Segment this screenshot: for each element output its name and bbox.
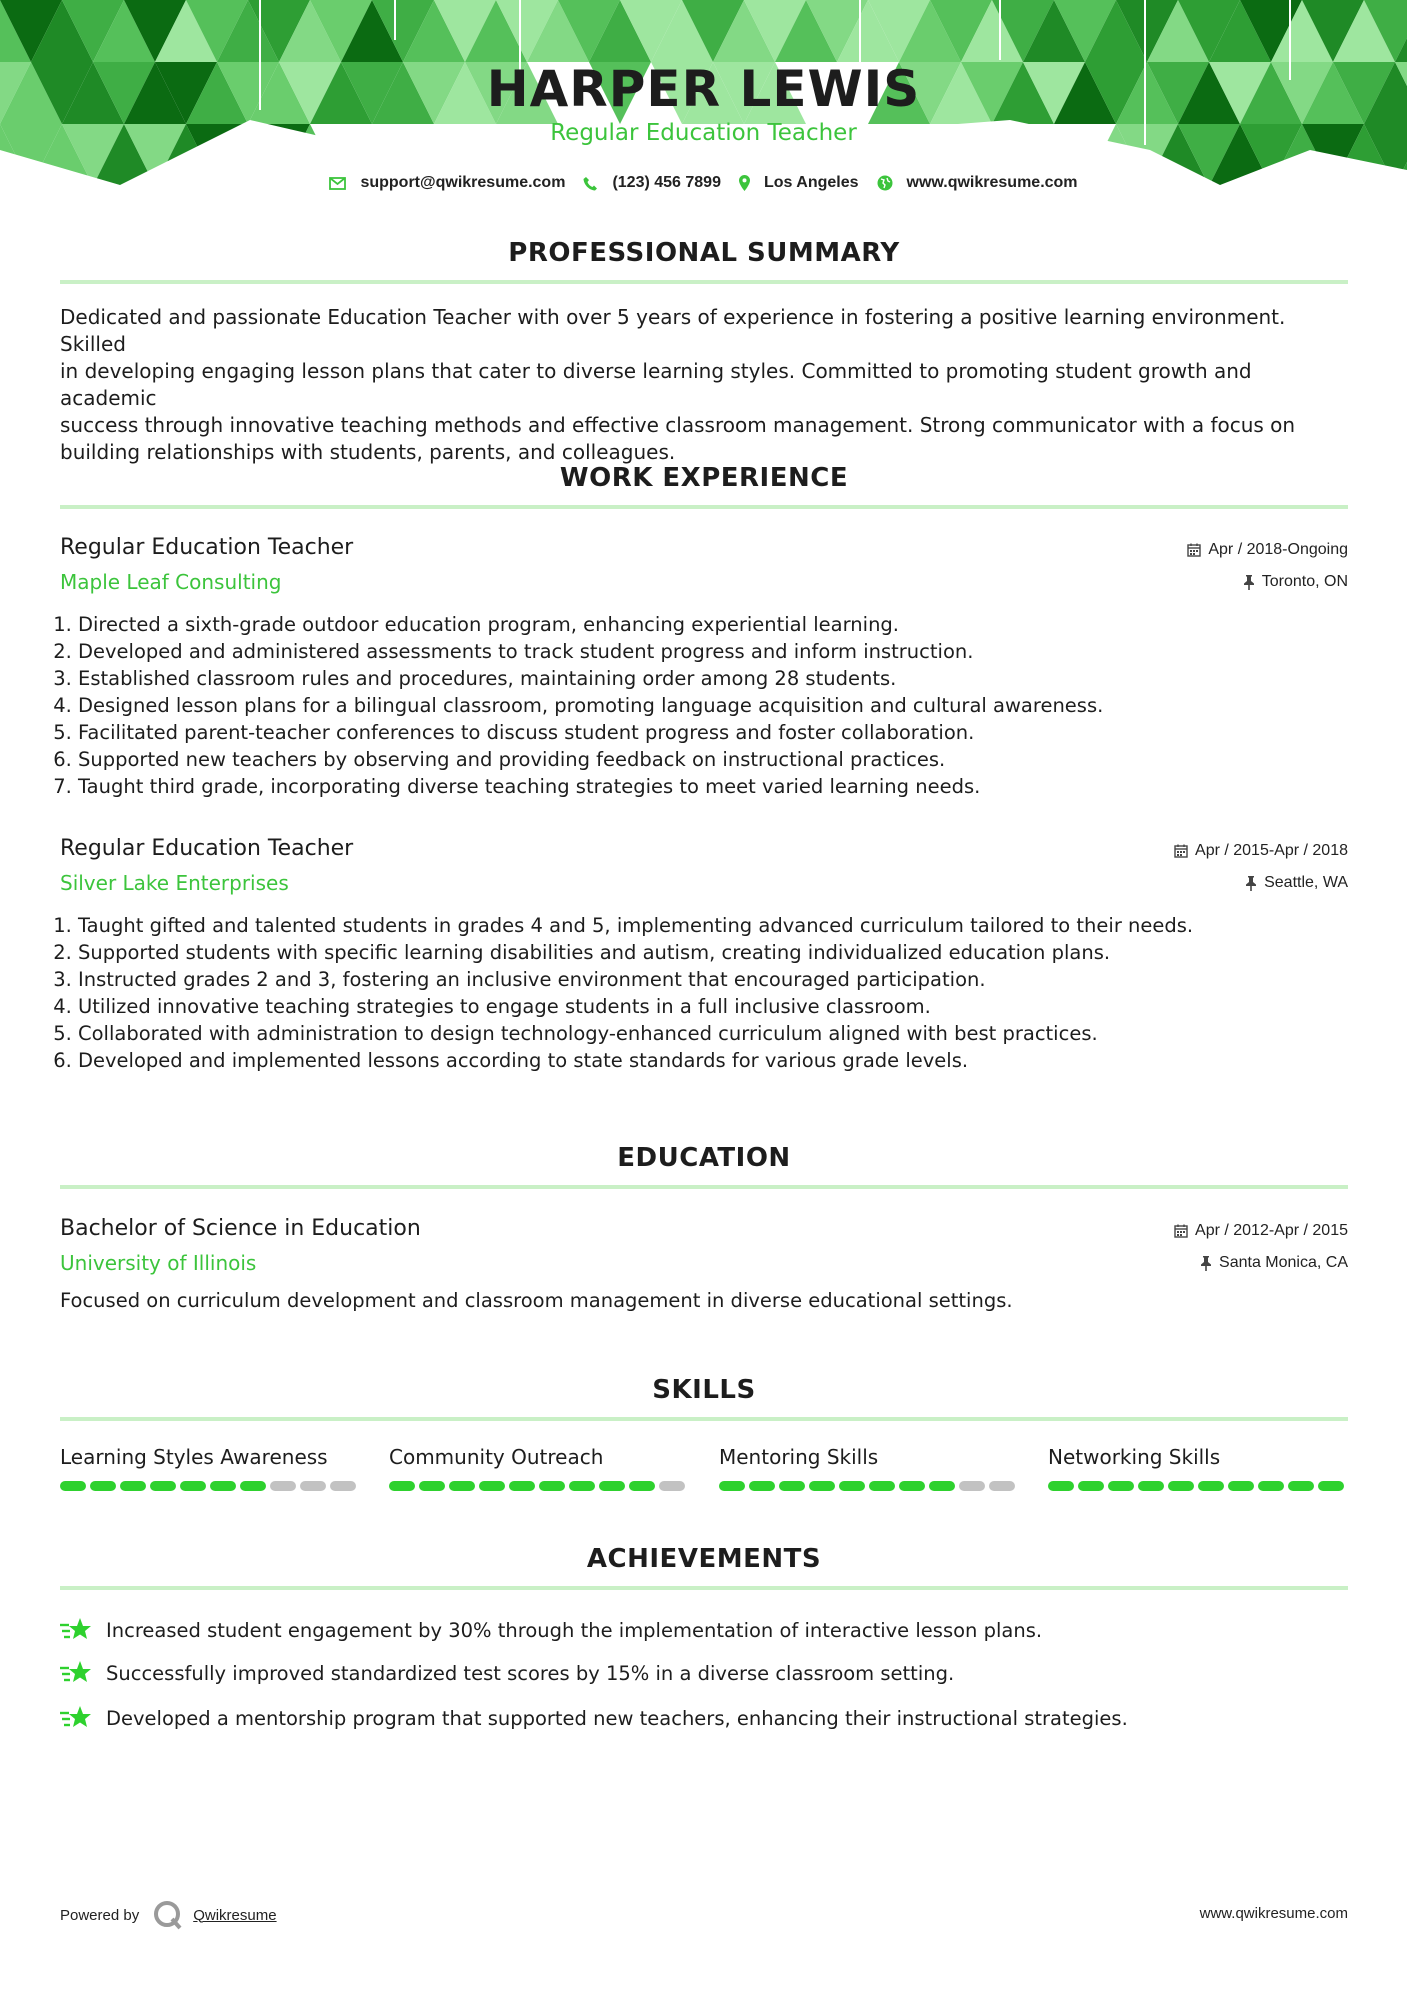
summary-line: in developing engaging lesson plans that cater to diverse learning styles. Committed to promoting student growth and academic [60,359,1252,410]
contact-email-text: support@qwikresume.com [360,174,566,191]
education-location [1200,1254,1348,1272]
job-location [1243,573,1348,591]
skill-segment-empty [659,1481,685,1491]
skill-segment-empty [270,1481,296,1491]
achievement-text: Developed a mentorship program that supported new teachers, enhancing their instructional strategies. [106,1706,1128,1730]
skills-heading: SKILLS [652,1375,756,1405]
summary-line: building relationships with students, parents, and colleagues. [60,440,676,464]
qwikresume-link[interactable]: Qwikresume [193,1906,277,1924]
skill-segment-filled [479,1481,505,1491]
job-bullet: 4. Designed lesson plans for a bilingual classroom, promoting language acquisition and cultural awareness. [78,692,1103,719]
skill-segment-filled [1168,1481,1194,1491]
job-bullet: 7. Taught third grade, incorporating diverse teaching strategies to meet varied learning needs. [78,773,1103,800]
achievement-text: Increased student engagement by 30% through the implementation of interactive lesson plans. [106,1618,1043,1642]
experience-rule [60,505,1348,509]
powered-by-label: Powered by [60,1906,140,1924]
contact-location-text: Los Angeles [763,174,859,191]
education-heading: EDUCATION [617,1143,791,1173]
skill-item [389,1445,689,1491]
education-rule [60,1185,1348,1189]
contact-email[interactable] [329,174,565,192]
skill-segment-filled [1078,1481,1104,1491]
job-company: Silver Lake Enterprises [60,871,289,895]
job-bullets [60,611,1103,800]
job-bullet: 1. Taught gifted and talented students in grades 4 and 5, implementing advanced curriculum tailored to their needs. [78,912,1193,939]
education-degree: Bachelor of Science in Education [60,1216,421,1241]
contact-phone[interactable] [583,174,721,192]
skill-segment-filled [569,1481,595,1491]
skill-segment-empty [330,1481,356,1491]
pushpin-icon [1200,1256,1212,1271]
map-pin-icon [739,175,750,191]
skill-segment-filled [1138,1481,1164,1491]
contact-website-text: www.qwikresume.com [906,174,1078,191]
skill-segment-empty [300,1481,326,1491]
skill-level-bar [719,1481,1019,1491]
job-location-text: Seattle, WA [1264,874,1348,891]
skill-name: Community Outreach [389,1445,604,1469]
education-date-text: Apr / 2012-Apr / 2015 [1195,1222,1348,1239]
achievements-heading: ACHIEVEMENTS [586,1544,822,1574]
job-date [1174,842,1348,860]
job-bullet: 5. Facilitated parent-teacher conferences to discuss student progress and foster collaboration. [78,719,1103,746]
skill-name: Learning Styles Awareness [60,1445,328,1469]
job-bullets [60,912,1193,1074]
skill-segment-filled [1048,1481,1074,1491]
calendar-icon [1187,543,1201,557]
skill-segment-filled [210,1481,236,1491]
skill-segment-filled [539,1481,565,1491]
skill-level-bar [1048,1481,1348,1491]
phone-icon [583,176,598,191]
footer-powered-by [60,1900,277,1930]
skill-segment-filled [899,1481,925,1491]
skill-segment-filled [389,1481,415,1491]
job-bullet: 6. Supported new teachers by observing and providing feedback on instructional practices. [78,746,1103,773]
qwikresume-logo-icon [153,1900,183,1930]
skill-segment-filled [90,1481,116,1491]
candidate-name: HARPER LEWIS [486,60,921,118]
envelope-icon [329,177,346,190]
summary-heading: PROFESSIONAL SUMMARY [508,238,900,268]
job-location-text: Toronto, ON [1261,573,1348,590]
summary-line: success through innovative teaching methods and effective classroom management. Strong communicator with a focus on [60,413,1296,437]
summary-text [60,304,1348,466]
skill-segment-filled [509,1481,535,1491]
skill-segment-filled [779,1481,805,1491]
job-bullet: 3. Instructed grades 2 and 3, fostering an inclusive environment that encouraged participation. [78,966,1193,993]
skill-segment-empty [989,1481,1015,1491]
contact-phone-text: (123) 456 7899 [612,174,721,191]
skill-segment-filled [599,1481,625,1491]
achievements-section [60,1544,1348,1590]
job-bullet: 2. Supported students with specific learning disabilities and autism, creating individualized education plans. [78,939,1193,966]
skill-segment-filled [1258,1481,1284,1491]
job-bullet: 4. Utilized innovative teaching strategies to engage students in a full inclusive classroom. [78,993,1193,1020]
skill-segment-filled [1288,1481,1314,1491]
job-bullet: 5. Collaborated with administration to design technology-enhanced curriculum aligned with best practices. [78,1020,1193,1047]
summary-section [60,238,1348,466]
experience-heading: WORK EXPERIENCE [559,463,849,493]
achievement-text: Successfully improved standardized test scores by 15% in a diverse classroom setting. [106,1661,955,1685]
skills-rule [60,1417,1348,1421]
skill-level-bar [60,1481,360,1491]
contact-website[interactable] [877,174,1078,192]
achievement-item [60,1660,954,1686]
shooting-star-icon [60,1660,92,1686]
calendar-icon [1174,1224,1188,1238]
job-date-text: Apr / 2015-Apr / 2018 [1195,842,1348,859]
skill-item [719,1445,1019,1491]
achievement-item [60,1617,1042,1643]
job-bullet: 1. Directed a sixth-grade outdoor education program, enhancing experiential learning. [78,611,1103,638]
skill-item [60,1445,360,1491]
skill-name: Networking Skills [1048,1445,1221,1469]
job-bullet: 6. Developed and implemented lessons according to state standards for various grade levels. [78,1047,1193,1074]
skill-name: Mentoring Skills [719,1445,879,1469]
skill-segment-filled [180,1481,206,1491]
skill-segment-filled [120,1481,146,1491]
footer-website[interactable]: www.qwikresume.com [1199,1905,1348,1922]
job-date-text: Apr / 2018-Ongoing [1208,541,1348,558]
job-bullet: 2. Developed and administered assessments to track student progress and inform instruction. [78,638,1103,665]
contact-bar [0,174,1407,192]
experience-section [60,463,1348,509]
contact-location [739,174,859,192]
skill-segment-filled [869,1481,895,1491]
job-date [1187,541,1348,559]
skill-segment-filled [629,1481,655,1491]
summary-rule [60,280,1348,284]
candidate-role: Regular Education Teacher [550,120,857,146]
education-date [1174,1222,1348,1240]
job-entry [60,836,1348,1086]
calendar-icon [1174,844,1188,858]
shooting-star-icon [60,1705,92,1731]
pushpin-icon [1243,575,1255,590]
job-company: Maple Leaf Consulting [60,570,282,594]
shooting-star-icon [60,1617,92,1643]
education-location-text: Santa Monica, CA [1219,1254,1348,1271]
skills-section [60,1375,1348,1421]
job-bullet: 3. Established classroom rules and procedures, maintaining order among 28 students. [78,665,1103,692]
globe-icon [877,175,893,191]
skill-segment-filled [419,1481,445,1491]
skill-segment-filled [1108,1481,1134,1491]
achievements-rule [60,1586,1348,1590]
job-location [1245,874,1348,892]
education-entry [60,1216,1348,1316]
skill-segment-filled [749,1481,775,1491]
job-title: Regular Education Teacher [60,535,354,560]
skill-segment-filled [449,1481,475,1491]
skill-segment-filled [839,1481,865,1491]
education-section [60,1143,1348,1189]
skill-segment-filled [1228,1481,1254,1491]
skill-segment-filled [929,1481,955,1491]
skill-segment-filled [60,1481,86,1491]
education-school: University of Illinois [60,1251,257,1275]
skill-segment-filled [809,1481,835,1491]
education-description: Focused on curriculum development and classroom management in diverse educational settings. [60,1289,1013,1312]
summary-line: Dedicated and passionate Education Teacher with over 5 years of experience in fostering a positive learning environment. Skilled [60,305,1286,356]
skill-item [1048,1445,1348,1491]
skill-level-bar [389,1481,689,1491]
achievement-item [60,1705,1128,1731]
skill-segment-empty [959,1481,985,1491]
pushpin-icon [1245,876,1257,891]
skill-segment-filled [1318,1481,1344,1491]
skill-segment-filled [719,1481,745,1491]
skill-segment-filled [240,1481,266,1491]
job-title: Regular Education Teacher [60,836,354,861]
job-entry [60,535,1348,805]
skill-segment-filled [150,1481,176,1491]
skill-segment-filled [1198,1481,1224,1491]
